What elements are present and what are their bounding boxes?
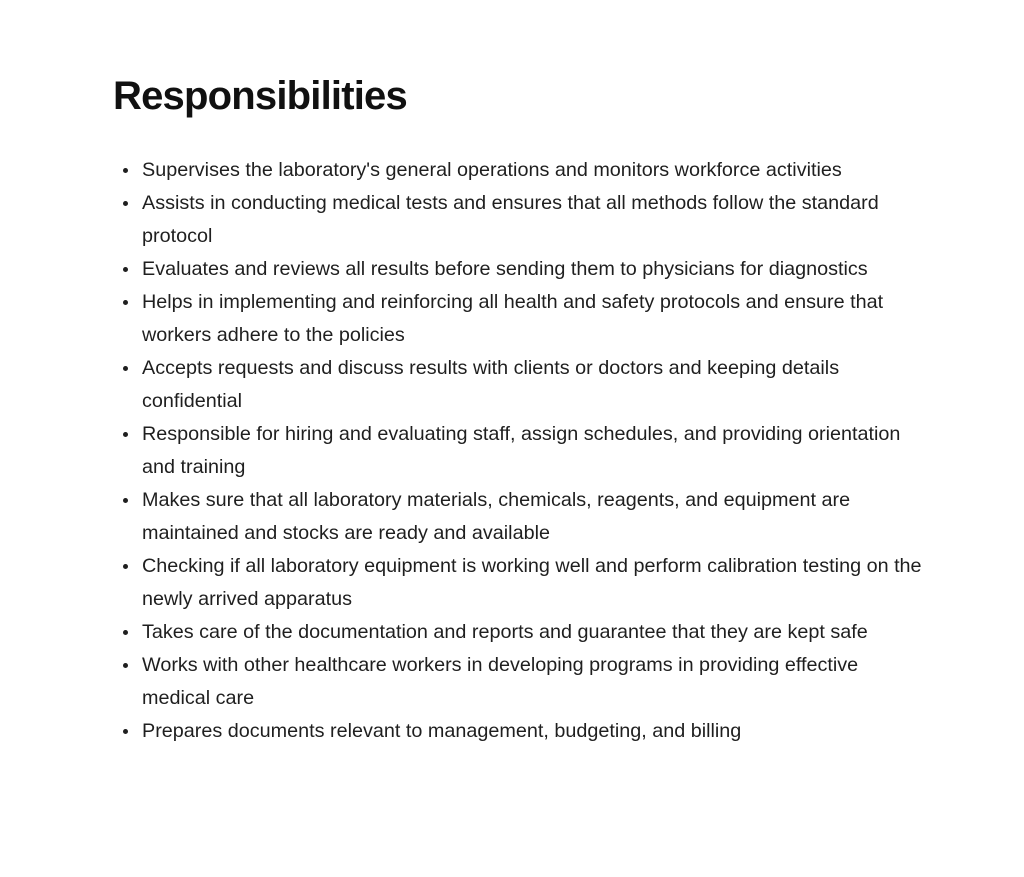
list-item (142, 154, 922, 187)
list-item-text: Checking if all laboratory equipment is working well and perform calibration testing on the newly arrived apparatus (142, 555, 922, 610)
bullet-icon (123, 432, 128, 437)
bullet-icon (123, 729, 128, 734)
list-item-text: Evaluates and reviews all results before sending them to physicians for diagnostics (142, 258, 868, 280)
document-page (113, 72, 923, 748)
bullet-icon (123, 498, 128, 503)
list-item (142, 616, 922, 649)
list-item-text: Prepares documents relevant to management, budgeting, and billing (142, 720, 742, 742)
list-item-text: Works with other healthcare workers in developing programs in providing effective medical care (142, 654, 859, 709)
list-item (142, 649, 922, 715)
bullet-icon (123, 201, 128, 206)
list-item (142, 550, 922, 616)
list-item (142, 484, 922, 550)
responsibilities-list (113, 154, 922, 748)
list-item (142, 418, 922, 484)
list-item (142, 187, 922, 253)
bullet-icon (123, 564, 128, 569)
page-title: Responsibilities (113, 74, 407, 118)
list-item (142, 286, 922, 352)
list-item (142, 715, 922, 748)
bullet-icon (123, 300, 128, 305)
list-item-text: Supervises the laboratory's general operations and monitors workforce activities (142, 159, 842, 181)
bullet-icon (123, 168, 128, 173)
bullet-icon (123, 366, 128, 371)
bullet-icon (123, 267, 128, 272)
list-item-text: Makes sure that all laboratory materials, chemicals, reagents, and equipment are maintained and stocks are ready and available (142, 489, 851, 544)
list-item-text: Takes care of the documentation and reports and guarantee that they are kept safe (142, 621, 868, 643)
list-item-text: Responsible for hiring and evaluating staff, assign schedules, and providing orientation and training (142, 423, 901, 478)
list-item (142, 352, 922, 418)
bullet-icon (123, 663, 128, 668)
list-item (142, 253, 922, 286)
list-item-text: Helps in implementing and reinforcing all health and safety protocols and ensure that workers adhere to the policies (142, 291, 884, 346)
list-item-text: Assists in conducting medical tests and ensures that all methods follow the standard protocol (142, 192, 879, 247)
bullet-icon (123, 630, 128, 635)
list-item-text: Accepts requests and discuss results with clients or doctors and keeping details confidential (142, 357, 840, 412)
